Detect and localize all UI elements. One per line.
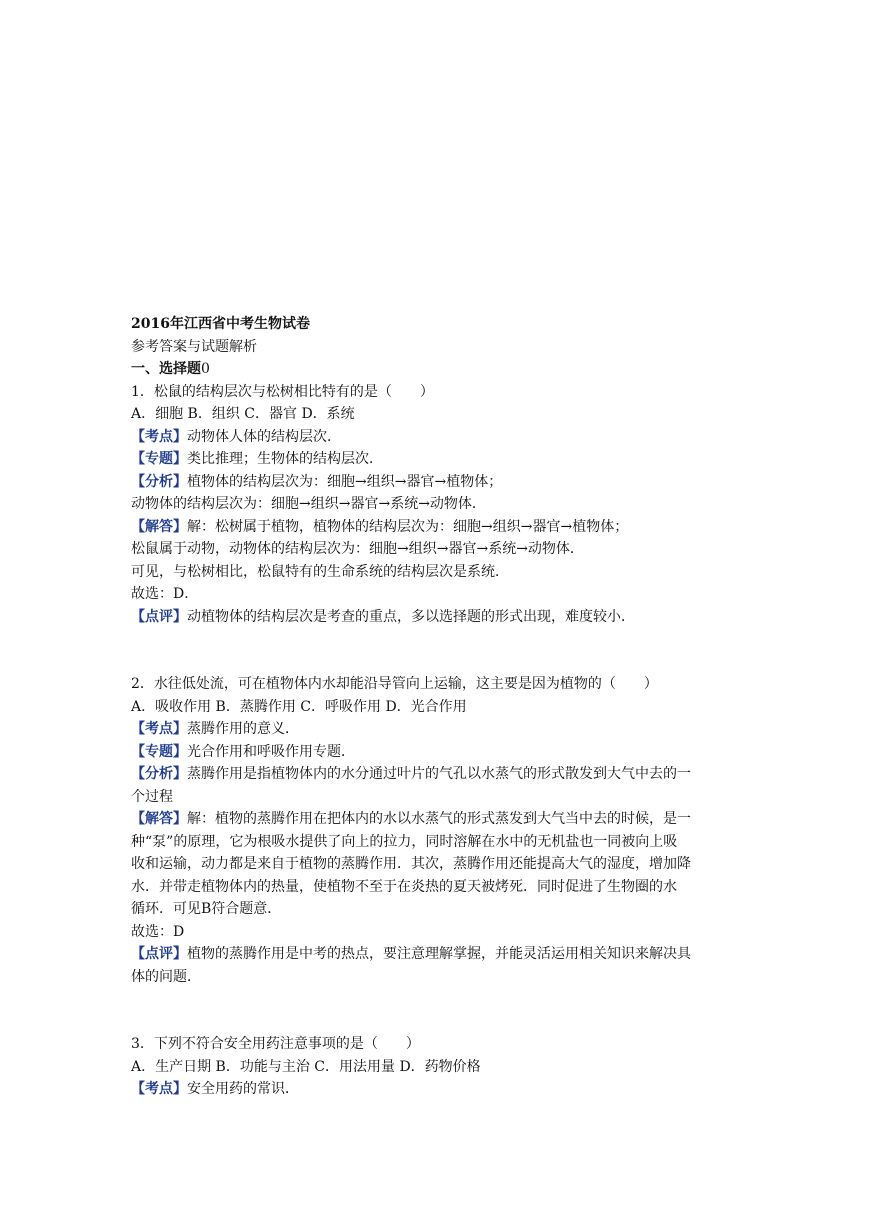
dianping-text: 植物的蒸腾作用是中考的热点，要注意理解掌握，并能灵活运用相关知识来解决具: [187, 946, 691, 962]
question-options: A．吸收作用 B．蒸腾作用 C．呼吸作用 D．光合作用: [131, 698, 467, 715]
section-heading: [131, 358, 741, 381]
fenxi-continuation: 个过程: [131, 788, 173, 805]
fenxi-text: 蒸腾作用是指植物体内的水分通过叶片的气孔以水蒸气的形式散发到大气中去的一: [187, 766, 691, 782]
answer-line: 故选：D: [131, 923, 185, 940]
document-title: 2016年江西省中考生物试卷: [131, 316, 310, 332]
dianping-row: [131, 943, 741, 966]
document-subtitle: 参考答案与试题解析: [131, 338, 257, 355]
question-options: A．生产日期 B．功能与主治 C．用法用量 D．药物价格: [131, 1058, 481, 1075]
jieda-text: 解：植物的蒸腾作用在把体内的水以水蒸气的形式蒸发到大气当中去的时候，是一: [187, 811, 691, 827]
fenxi-tag: 【分析】: [131, 473, 187, 490]
jieda-row: [131, 516, 741, 539]
document-body: [131, 313, 741, 1101]
question-options: A．细胞 B．组织 C．器官 D．系统: [131, 406, 355, 422]
jieda-tag: 【解答】: [131, 518, 187, 535]
jieda-continuation: 水．并带走植物体内的热量，使植物不至于在炎热的夏天被烤死．同时促进了生物圈的水: [131, 878, 677, 895]
jieda-continuation: 收和运输，动力都是来自于植物的蒸腾作用．其次，蒸腾作用还能提高大气的湿度，增加降: [131, 856, 691, 872]
dianping-text: 动植物体的结构层次是考查的重点，多以选择题的形式出现，难度较小．: [187, 608, 635, 625]
fenxi-tag: 【分析】: [131, 766, 187, 782]
zhuanti-row: [131, 448, 741, 471]
dianping-continuation: 体的问题．: [131, 968, 201, 985]
dianping-tag: 【点评】: [131, 946, 187, 962]
zhuanti-row: [131, 741, 741, 764]
answer-line: 故选：D．: [131, 586, 199, 602]
dianping-tag: 【点评】: [131, 608, 187, 625]
kaodian-text: 动物体人体的结构层次．: [187, 428, 341, 445]
kaodian-row: [131, 718, 741, 741]
jieda-tag: 【解答】: [131, 811, 187, 827]
zhuanti-text: 光合作用和呼吸作用专题．: [187, 743, 355, 760]
kaodian-tag: 【考点】: [131, 1081, 187, 1097]
question-2: [131, 673, 741, 988]
kaodian-tag: 【考点】: [131, 428, 187, 445]
kaodian-row: [131, 426, 741, 449]
question-spacer: [131, 988, 741, 1033]
question-stem: 1．松鼠的结构层次与松树相比特有的是（ ）: [131, 383, 434, 400]
jieda-continuation: 种“泵”的原理，它为根吸水提供了向上的拉力，同时溶解在水中的无机盐也一同被向上吸: [131, 833, 678, 850]
question-spacer: [131, 628, 741, 673]
jieda-text: 解：松树属于植物，植物体的结构层次为：细胞→组织→器官→植物体；: [187, 518, 629, 535]
kaodian-row: [131, 1078, 741, 1101]
jieda-continuation: 循环．可见B符合题意．: [131, 901, 282, 917]
fenxi-continuation: 动物体的结构层次为：细胞→组织→器官→系统→动物体．: [131, 496, 486, 512]
kaodian-text: 安全用药的常识．: [187, 1081, 299, 1097]
jieda-continuation: 可见，与松树相比，松鼠特有的生命系统的结构层次是系统．: [131, 563, 509, 580]
question-stem: 3．下列不符合安全用药注意事项的是（ ）: [131, 1036, 420, 1052]
fenxi-row: [131, 471, 741, 494]
question-stem: 2．水往低处流，可在植物体内水却能沿导管向上运输，这主要是因为植物的（ ）: [131, 676, 658, 692]
fenxi-text: 植物体的结构层次为：细胞→组织→器官→植物体；: [187, 473, 503, 490]
zhuanti-tag: 【专题】: [131, 451, 187, 467]
fenxi-row: [131, 763, 741, 786]
zhuanti-text: 类比推理；生物体的结构层次．: [187, 451, 383, 467]
kaodian-tag: 【考点】: [131, 721, 187, 737]
section-label: 一、选择题: [131, 361, 201, 377]
kaodian-text: 蒸腾作用的意义．: [187, 721, 299, 737]
question-3: [131, 1033, 741, 1101]
section-count: 0: [201, 361, 210, 377]
jieda-row: [131, 808, 741, 831]
jieda-continuation: 松鼠属于动物，动物体的结构层次为：细胞→组织→器官→系统→动物体．: [131, 541, 584, 557]
question-1: [131, 381, 741, 629]
dianping-row: [131, 606, 741, 629]
zhuanti-tag: 【专题】: [131, 743, 187, 760]
